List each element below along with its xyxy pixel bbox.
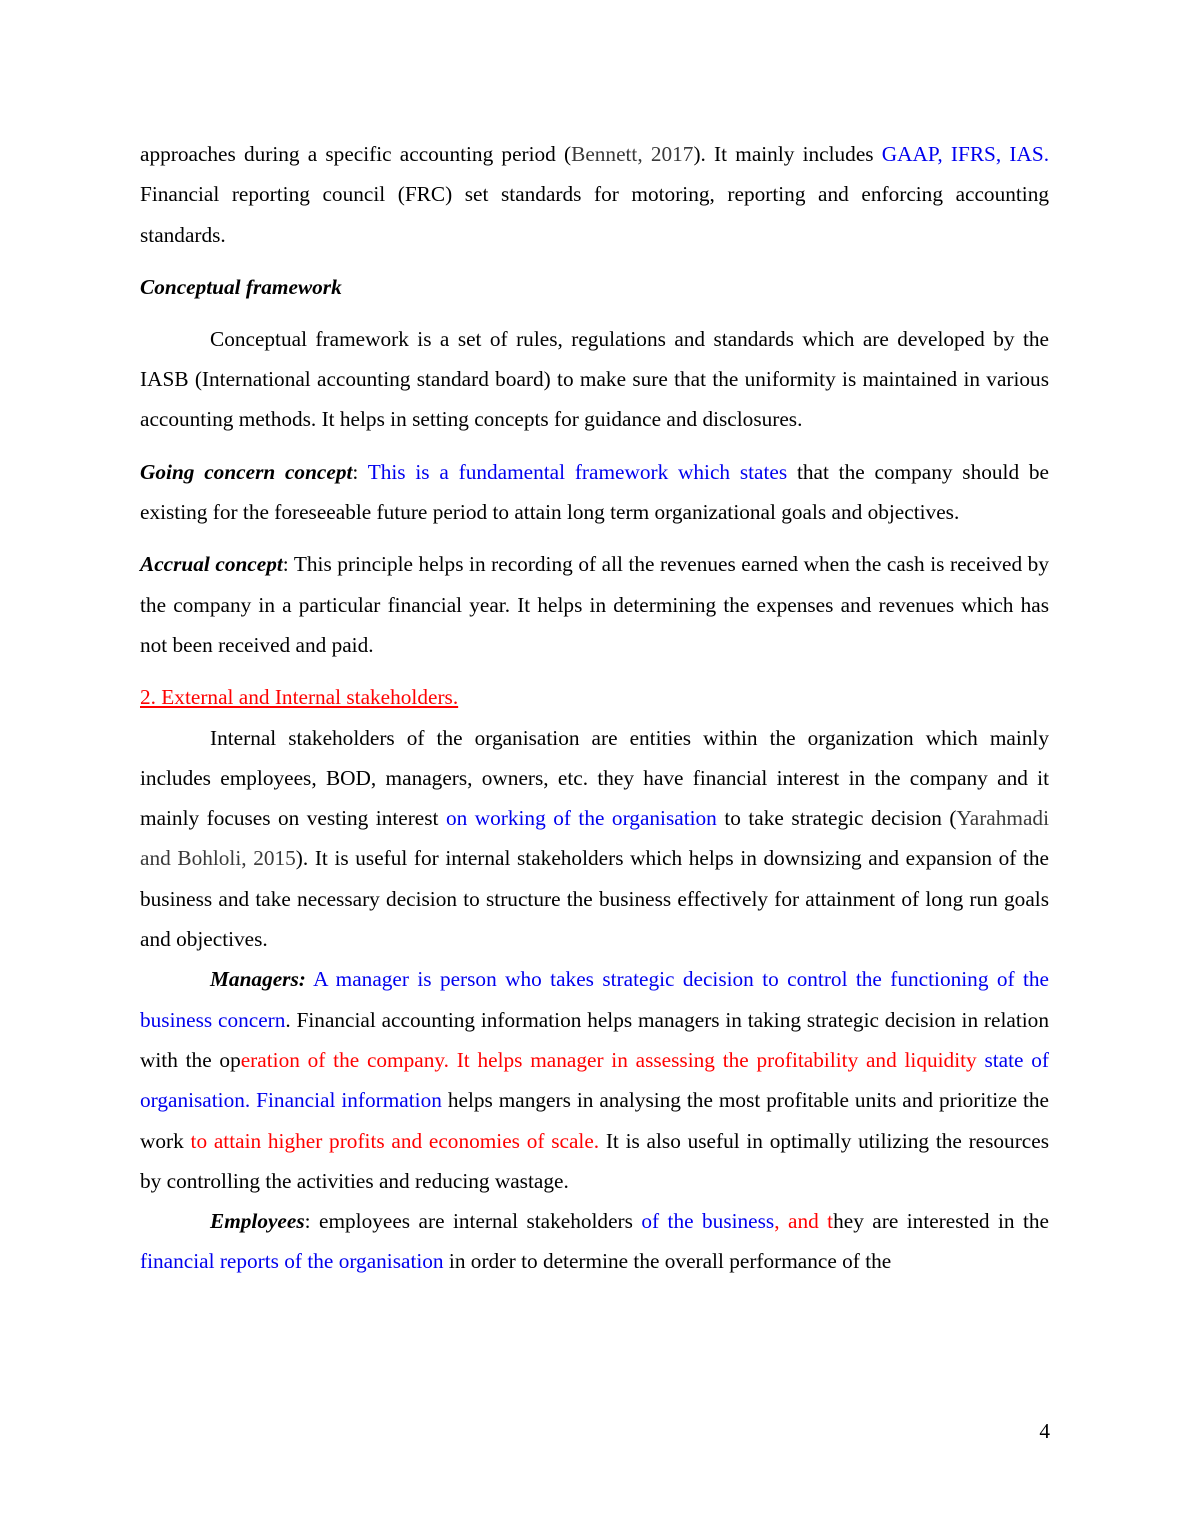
conceptual-framework-paragraph: Conceptual framework is a set of rules, regulations and standards which are developed by the IASB (International accounting standard board) to make sure that the uniformity is maintained in various accounting methods. It helps in setting concepts for guidance and disclosures. xyxy=(140,326,1049,432)
text-run: Internal stakeholders of the organisation are entities within the organization which mainly includes employees, BOD, managers, owners, etc. they have financial interest in the company and it mainly focuses on vesting interest xyxy=(140,725,1049,831)
term-label: Employees xyxy=(210,1209,305,1234)
highlighted-text: on working of the organisation xyxy=(445,806,717,831)
highlighted-text: financial reports of the organisation xyxy=(140,1249,444,1274)
text-run: ). It is useful for internal stakeholders which helps in downsizing and expansion of the business and take necessary decision to structure the business effectively for attainment of long run goals and objectives. xyxy=(140,846,1049,952)
highlighted-text: , and t xyxy=(774,1209,834,1234)
highlighted-text: This is a fundamental framework which states xyxy=(367,459,788,484)
text-run: to take strategic decision ( xyxy=(716,806,957,831)
standards-paragraph xyxy=(140,134,1049,255)
highlighted-text: A manager is person who takes strategic decision to control the functioning of the business concern xyxy=(140,967,1049,1032)
managers-paragraph xyxy=(140,959,1049,1201)
employees-paragraph xyxy=(140,1201,1049,1282)
text-run: : This principle helps in recording of all the revenues earned when the cash is received by the company in a particular financial year. It helps in determining the expenses and revenues which has not been received and paid. xyxy=(140,552,1049,657)
accrual-paragraph xyxy=(140,544,1049,665)
text-run: : employees are internal stakeholders xyxy=(304,1209,642,1234)
text-run: ). It mainly includes xyxy=(693,142,882,166)
text-run: in order to determine the overall performance of the xyxy=(443,1249,892,1274)
highlighted-text: of the business xyxy=(641,1209,775,1234)
text-run: helps mangers in analysing the most profitable units and prioritize the work xyxy=(140,1088,1049,1153)
going-concern-paragraph xyxy=(140,452,1049,533)
page-number: 4 xyxy=(1039,1419,1050,1443)
highlighted-text: GAAP, IFRS, IAS. xyxy=(881,142,1050,166)
text-run: It is also useful in optimally utilizing the resources by controlling the activities and reducing wastage. xyxy=(140,1128,1049,1193)
term-label: Accrual concept xyxy=(140,552,283,577)
text-run: approaches during a specific accounting period ( xyxy=(140,142,572,166)
highlighted-text: state of organisation. Financial information xyxy=(140,1047,1049,1113)
internal-stakeholders-paragraph xyxy=(140,718,1049,960)
citation: Yarahmadi and Bohloli, 2015 xyxy=(140,806,1049,871)
text-run: that the company should be existing for the foreseeable future period to attain long term organizational goals and objectives. xyxy=(140,459,1049,525)
document-page xyxy=(140,134,1049,1282)
citation: Bennett, 2017 xyxy=(571,142,694,166)
term-label: Going concern concept xyxy=(140,459,353,484)
conceptual-framework-heading: Conceptual framework xyxy=(140,274,342,299)
highlighted-text: eration of the company. It helps manager in assessing the profitability and liquidity xyxy=(240,1047,977,1072)
text-run: hey are interested in the xyxy=(833,1209,1050,1234)
highlighted-text: to attain higher profits and economies of scale. xyxy=(190,1128,600,1153)
section-heading-stakeholders: 2. External and Internal stakeholders. xyxy=(140,685,459,710)
term-label: Managers: xyxy=(210,967,306,992)
text-run: Financial reporting council (FRC) set standards for motoring, reporting and enforcing accounting standards. xyxy=(140,182,1049,247)
text-run: . Financial accounting information helps managers in taking strategic decision in relation with the op xyxy=(140,1007,1049,1072)
text-run: : xyxy=(352,459,368,484)
